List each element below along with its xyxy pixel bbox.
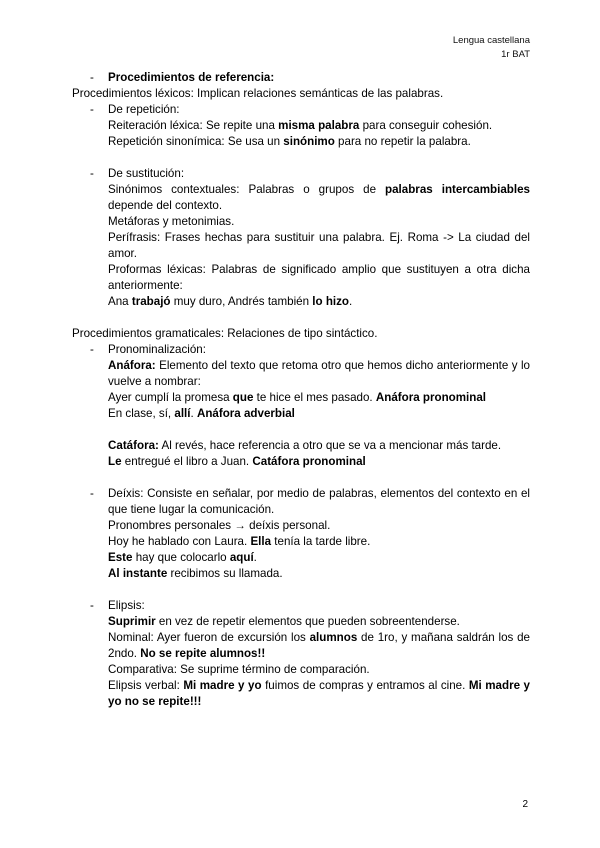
elipsis-heading: - Elipsis: xyxy=(72,598,530,614)
gramaticales-intro: Procedimientos gramaticales: Relaciones de tipo sintáctico. xyxy=(72,327,378,340)
deixis-line-1: Pronombres personales → deíxis personal. xyxy=(108,519,331,532)
repeticion-line-2: Repetición sinonímica: Se usa un sinónimo para no repetir la palabra. xyxy=(108,135,471,148)
header-course: 1r BAT xyxy=(501,49,530,60)
header-subject: Lengua castellana xyxy=(452,35,530,46)
repeticion-line-1: Reiteración léxica: Se repite una misma palabra para conseguir cohesión. xyxy=(108,119,493,132)
repeticion-heading: - De repetición: xyxy=(72,102,530,118)
deixis-line-4: Al instante recibimos su llamada. xyxy=(108,567,283,580)
deixis-definition: - Deíxis: Consiste en señalar, por medio de palabras, elementos del contexto en el que tiene lugar la comunicación. xyxy=(72,486,530,518)
anafora-definition: Anáfora: Elemento del texto que retoma otro que hemos dicho anteriormente y lo vuelve a nombrar: xyxy=(108,359,530,388)
lexicos-intro: Procedimientos léxicos: Implican relaciones semánticas de las palabras. xyxy=(72,87,444,100)
elipsis-line-3: Comparativa: Se suprime término de comparación. xyxy=(108,663,370,676)
elipsis-line-2: Nominal: Ayer fueron de excursión los alumnos de 1ro, y mañana saldrán los de 2ndo. No se repite alumnos!! xyxy=(108,631,530,660)
sustitucion-line-2: Metáforas y metonimias. xyxy=(108,215,235,228)
pronominalizacion-heading: - Pronominalización: xyxy=(72,342,530,358)
anafora-example-2: En clase, sí, allí. Anáfora adverbial xyxy=(108,407,295,420)
catafora-example: Le entregué el libro a Juan. Catáfora pronominal xyxy=(108,455,366,468)
deixis-line-3: Este hay que colocarlo aquí. xyxy=(108,551,257,564)
sustitucion-line-3: Perífrasis: Frases hechas para sustituir una palabra. Ej. Roma -> La ciudad del amor. xyxy=(108,231,530,260)
catafora-definition: Catáfora: Al revés, hace referencia a otro que se va a mencionar más tarde. xyxy=(108,439,502,452)
elipsis-line-4: Elipsis verbal: Mi madre y yo fuimos de compras y entramos al cine. Mi madre y yo no se repite!!! xyxy=(108,679,531,708)
section-title: - Procedimientos de referencia: xyxy=(72,70,530,86)
document-body xyxy=(72,70,530,710)
page-number: 2 xyxy=(522,799,528,810)
anafora-example-1: Ayer cumplí la promesa que te hice el mes pasado. Anáfora pronominal xyxy=(108,391,487,404)
sustitucion-heading: - De sustitución: xyxy=(72,166,530,182)
deixis-line-2: Hoy he hablado con Laura. Ella tenía la tarde libre. xyxy=(108,535,371,548)
elipsis-line-1: Suprimir en vez de repetir elementos que pueden sobreentenderse. xyxy=(108,615,460,628)
sustitucion-line-5: Ana trabajó muy duro, Andrés también lo hizo. xyxy=(108,295,353,308)
sustitucion-line-4: Proformas léxicas: Palabras de significado amplio que sustituyen a otra dicha anteriormente: xyxy=(108,263,530,292)
page-header xyxy=(453,34,530,62)
sustitucion-line-1: Sinónimos contextuales: Palabras o grupos de palabras intercambiables depende del contexto. xyxy=(108,183,531,212)
